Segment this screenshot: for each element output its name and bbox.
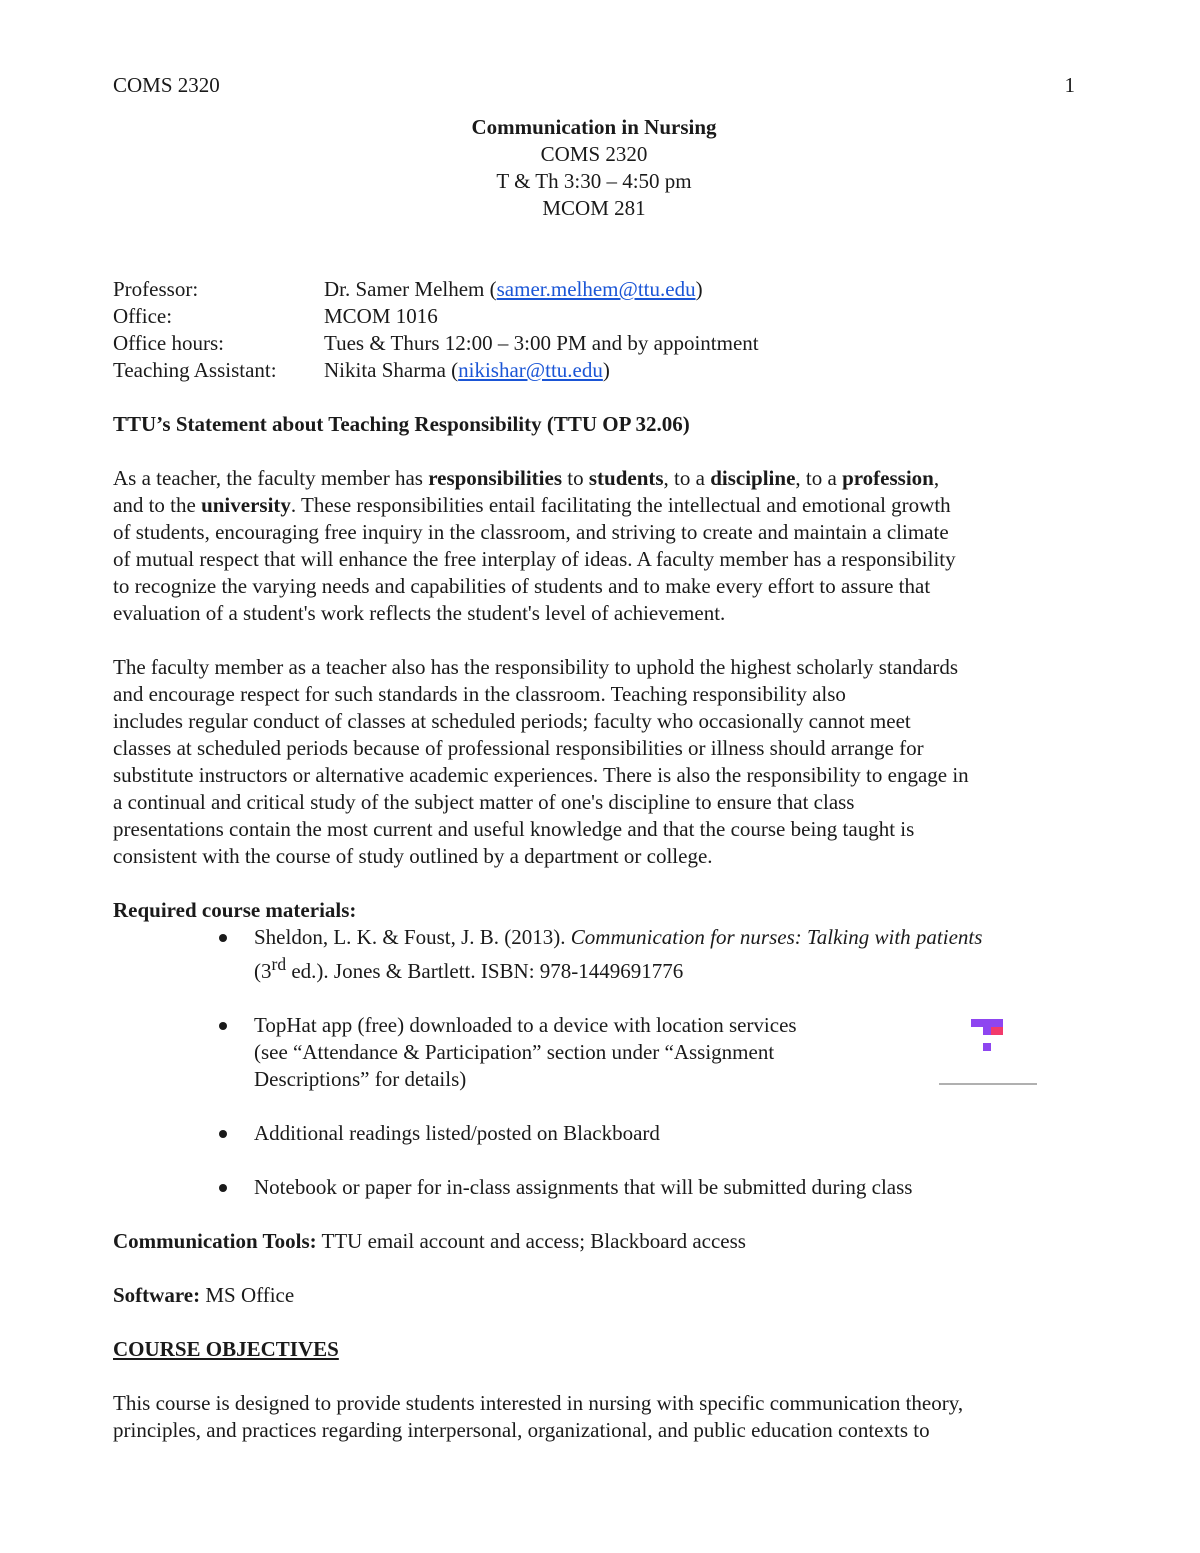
professor-email-link[interactable]: samer.melhem@ttu.edu [496, 277, 696, 301]
statement-line: evaluation of a student's work reflects the student's level of achievement. [113, 601, 726, 625]
textbook-title: Communication for nurses: Talking with patients [570, 925, 983, 949]
course-room: MCOM 281 [542, 196, 646, 220]
bold-run: students [588, 466, 664, 490]
tophat-stem [983, 1027, 991, 1035]
statement-paragraph-1 [113, 465, 1075, 627]
bullet-icon [219, 1130, 227, 1138]
materials-list [113, 924, 1075, 1201]
course-schedule: T & Th 3:30 – 4:50 pm [496, 169, 692, 193]
page-number: 1 [1064, 73, 1075, 97]
statement-line [113, 492, 1075, 519]
objectives-paragraph [113, 1390, 1075, 1444]
syllabus-page [113, 72, 1075, 1444]
software [113, 1282, 1075, 1309]
list-item [113, 1120, 1075, 1147]
course-code: COMS 2320 [540, 142, 648, 166]
statement-heading: TTU’s Statement about Teaching Responsibility (TTU OP 32.06) [113, 412, 690, 436]
tophat-bar-top [971, 1019, 1003, 1027]
statement-line: of mutual respect that will enhance the free interplay of ideas. A faculty member has a responsibility [113, 547, 956, 571]
statement-line: a continual and critical study of the subject matter of one's discipline to ensure that class [113, 790, 855, 814]
bullet-icon [219, 1184, 227, 1192]
objectives-line: principles, and practices regarding interpersonal, organizational, and public education contexts to [113, 1418, 930, 1442]
notebook-text: Notebook or paper for in-class assignments that will be submitted during class [254, 1175, 913, 1199]
text-run: to [562, 466, 589, 490]
professor-name: Dr. Samer Melhem ( [324, 277, 497, 301]
list-item [113, 1012, 1075, 1093]
text-run: . These responsibilities entail facilitating the intellectual and emotional growth [290, 493, 951, 517]
text-run: ed.). Jones & Bartlett. ISBN: 978-1449691776 [286, 959, 684, 983]
text-run: , to a [795, 466, 843, 490]
communication-tools [113, 1228, 1075, 1255]
teaching-assistant-value [324, 357, 610, 384]
tophat-dot [983, 1043, 991, 1051]
edition-superscript: rd [271, 954, 287, 974]
office-hours-value: Tues & Thurs 12:00 – 3:00 PM and by appointment [324, 331, 759, 355]
professor-value [324, 276, 703, 303]
list-item [113, 924, 1075, 985]
running-head-course: COMS 2320 [113, 73, 220, 97]
professor-row [113, 276, 1075, 303]
course-title: Communication in Nursing [471, 115, 717, 139]
tophat-line: (see “Attendance & Participation” section under “Assignment [254, 1040, 775, 1064]
text-run: , to a [663, 466, 711, 490]
tophat-underline [939, 1083, 1037, 1085]
statement-line: presentations contain the most current and useful knowledge and that the course being taught is [113, 817, 915, 841]
tools-value: TTU email account and access; Blackboard access [316, 1229, 746, 1253]
bold-run: university [201, 493, 291, 517]
office-row [113, 303, 1075, 330]
teaching-assistant-row [113, 357, 1075, 384]
professor-label: Professor: [113, 277, 199, 301]
teaching-assistant-label: Teaching Assistant: [113, 358, 277, 382]
textbook-line-2 [254, 951, 1075, 985]
bold-run: profession [842, 466, 934, 490]
office-label: Office: [113, 304, 173, 328]
tophat-accent [991, 1027, 1003, 1035]
tophat-line: TopHat app (free) downloaded to a device with location services [254, 1013, 797, 1037]
bold-run: discipline [710, 466, 796, 490]
list-item [113, 1174, 1075, 1201]
statement-paragraph-2 [113, 654, 1075, 870]
statement-line: and encourage respect for such standards in the classroom. Teaching responsibility also [113, 682, 846, 706]
ta-name: Nikita Sharma ( [324, 358, 459, 382]
statement-line: of students, encouraging free inquiry in the classroom, and striving to create and maintain a climate [113, 520, 949, 544]
statement-line: includes regular conduct of classes at scheduled periods; faculty who occasionally cannot meet [113, 709, 911, 733]
tools-label: Communication Tools: [113, 1229, 317, 1253]
statement-line: consistent with the course of study outlined by a department or college. [113, 844, 713, 868]
readings-text: Additional readings listed/posted on Blackboard [254, 1121, 660, 1145]
ta-close: ) [602, 358, 610, 382]
tophat-line: Descriptions” for details) [254, 1067, 467, 1091]
text-run: As a teacher, the faculty member has [113, 466, 429, 490]
textbook-authors: Sheldon, L. K. & Foust, J. B. (2013). [254, 925, 571, 949]
tophat-logo-svg [939, 1005, 1037, 1085]
text-run: (3 [254, 959, 272, 983]
ta-email-link[interactable]: nikishar@ttu.edu [458, 358, 603, 382]
objectives-heading: COURSE OBJECTIVES [113, 1337, 339, 1361]
statement-line: The faculty member as a teacher also has the responsibility to uphold the highest scholarly standards [113, 655, 959, 679]
materials-heading: Required course materials: [113, 898, 357, 922]
text-run: , [933, 466, 940, 490]
tophat-logo-icon [939, 1005, 1037, 1085]
statement-line [113, 465, 1075, 492]
statement-line: substitute instructors or alternative academic experiences. There is also the responsibility to engage in [113, 763, 969, 787]
software-value: MS Office [200, 1283, 295, 1307]
statement-line: to recognize the varying needs and capabilities of students and to make every effort to assure that [113, 574, 931, 598]
running-head [113, 72, 1075, 99]
bold-run: responsibilities [428, 466, 562, 490]
statement-line: classes at scheduled periods because of professional responsibilities or illness should arrange for [113, 736, 924, 760]
office-value: MCOM 1016 [324, 304, 438, 328]
bullet-icon [219, 934, 227, 942]
textbook-line-1 [254, 924, 1075, 951]
objectives-line: This course is designed to provide students interested in nursing with specific communication theory, [113, 1391, 964, 1415]
professor-close: ) [695, 277, 703, 301]
title-block [113, 114, 1075, 222]
text-run: and to the [113, 493, 202, 517]
instructor-info [113, 276, 1075, 384]
bullet-icon [219, 1022, 227, 1030]
office-hours-label: Office hours: [113, 331, 224, 355]
software-label: Software: [113, 1283, 201, 1307]
office-hours-row [113, 330, 1075, 357]
